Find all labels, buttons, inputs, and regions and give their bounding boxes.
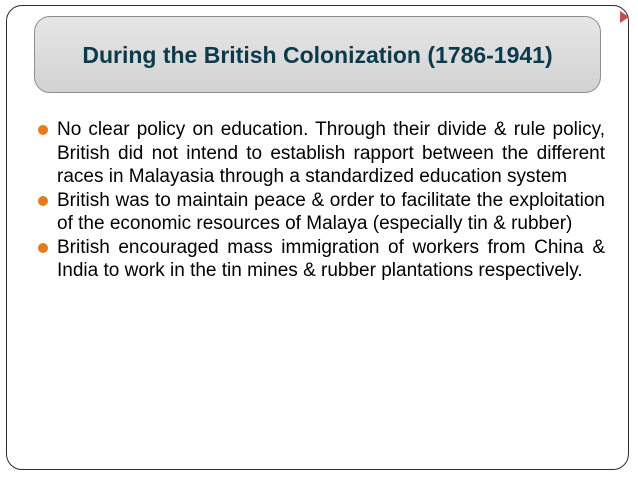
bullet-text: No clear policy on education. Through their divide & rule policy, British did not intend to establish rapport between the different races in Malayasia through a standardized education system	[57, 119, 605, 187]
bullet-text: British encouraged mass immigration of workers from China & India to work in the tin mines & rubber plantations respectively.	[57, 236, 605, 281]
bullet-dot-icon	[38, 125, 48, 135]
bullet-item	[31, 189, 605, 236]
next-slide-arrow-icon[interactable]	[617, 10, 631, 24]
bullet-dot-icon	[38, 196, 48, 206]
bullet-item	[31, 118, 605, 189]
bullet-item	[31, 236, 605, 283]
bullet-text: British was to maintain peace & order to facilitate the exploitation of the economic resources of Malaya (especially tin & rubber)	[57, 189, 605, 234]
slide-title: During the British Colonization (1786-1941)	[82, 41, 553, 68]
bullet-dot-icon	[38, 243, 48, 253]
title-banner	[34, 16, 601, 93]
bullet-list	[31, 118, 605, 283]
